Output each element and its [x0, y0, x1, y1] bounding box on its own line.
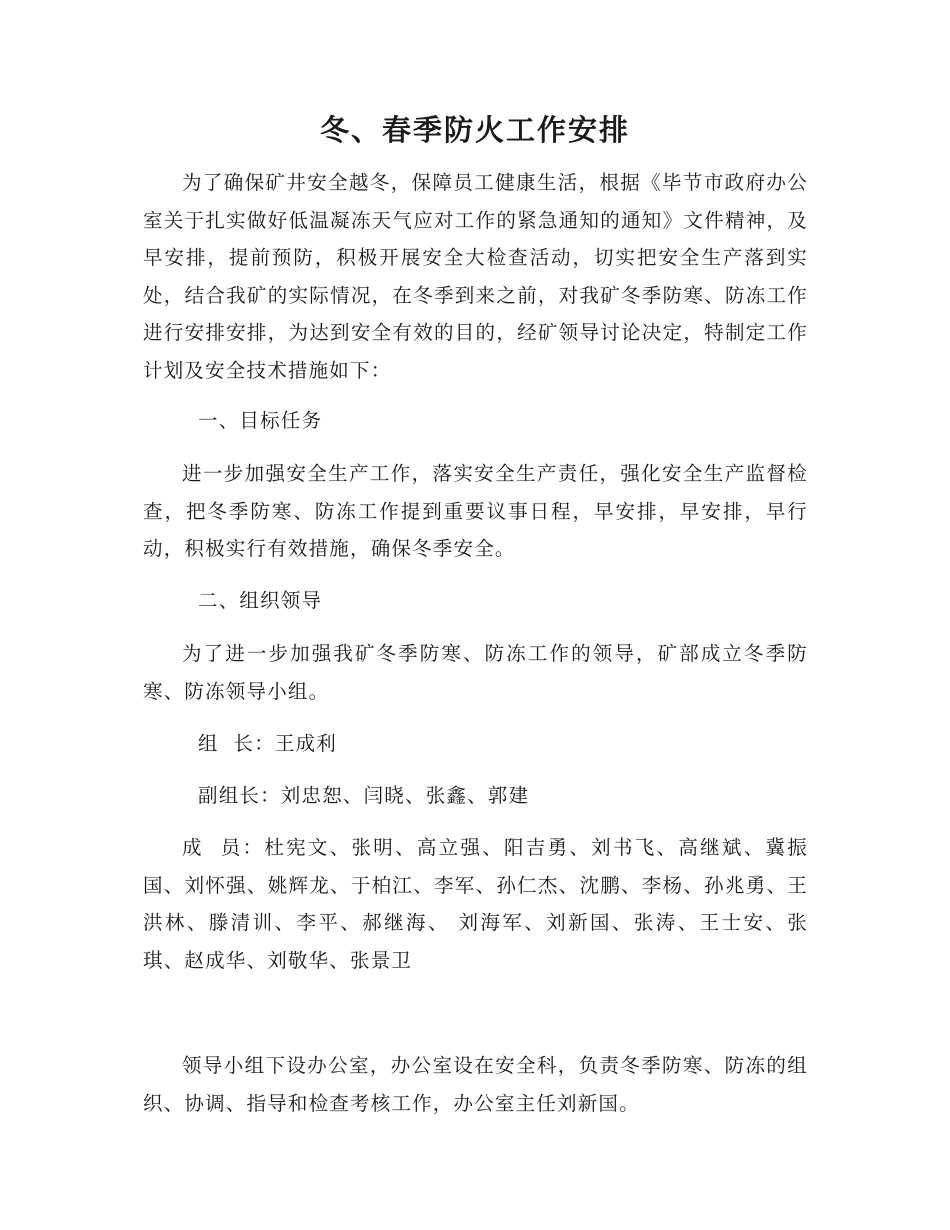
document-title: 冬、春季防火工作安排 [319, 113, 630, 147]
deputy-leaders-line: 副组长：刘忠恕、闫晓、张鑫、郭建 [198, 784, 530, 807]
section-heading-organization: 二、组织领导 [198, 589, 323, 612]
organization-paragraph: 为了进一步加强我矿冬季防寒、防冻工作的领导，矿部成立冬季防寒、防冻领导小组。 [143, 642, 808, 703]
group-leader-line: 组 长：王成利 [198, 732, 337, 755]
section-heading-goals: 一、目标任务 [198, 409, 323, 432]
members-paragraph: 成 员：杜宪文、张明、高立强、阳吉勇、刘书飞、高继斌、冀振国、刘怀强、姚辉龙、于柏江、李军、孙仁杰、沈鹏、李杨、孙兆勇、王洪林、滕清训、李平、郝继海、 刘海军、刘新国、张涛、王士安、张琪、赵成华、刘敬华、张景卫 [143, 836, 808, 972]
intro-paragraph: 为了确保矿井安全越冬，保障员工健康生活，根据《毕节市政府办公室关于扎实做好低温凝冻天气应对工作的紧急通知的通知》文件精神，及早安排，提前预防，积极开展安全大检查活动，切实把安全生产落到实处，结合我矿的实际情况，在冬季到来之前，对我矿冬季防寒、防冻工作进行安排安排，为达到安全有效的目的，经矿领导讨论决定，特制定工作计划及安全技术措施如下： [143, 171, 808, 382]
office-paragraph: 领导小组下设办公室，办公室设在安全科，负责冬季防寒、防冻的组织、协调、指导和检查考核工作，办公室主任刘新国。 [143, 1054, 808, 1115]
goals-paragraph: 进一步加强安全生产工作，落实安全生产责任，强化安全生产监督检查，把冬季防寒、防冻工作提到重要议事日程，早安排，早安排，早行动，积极实行有效措施，确保冬季安全。 [143, 462, 808, 560]
